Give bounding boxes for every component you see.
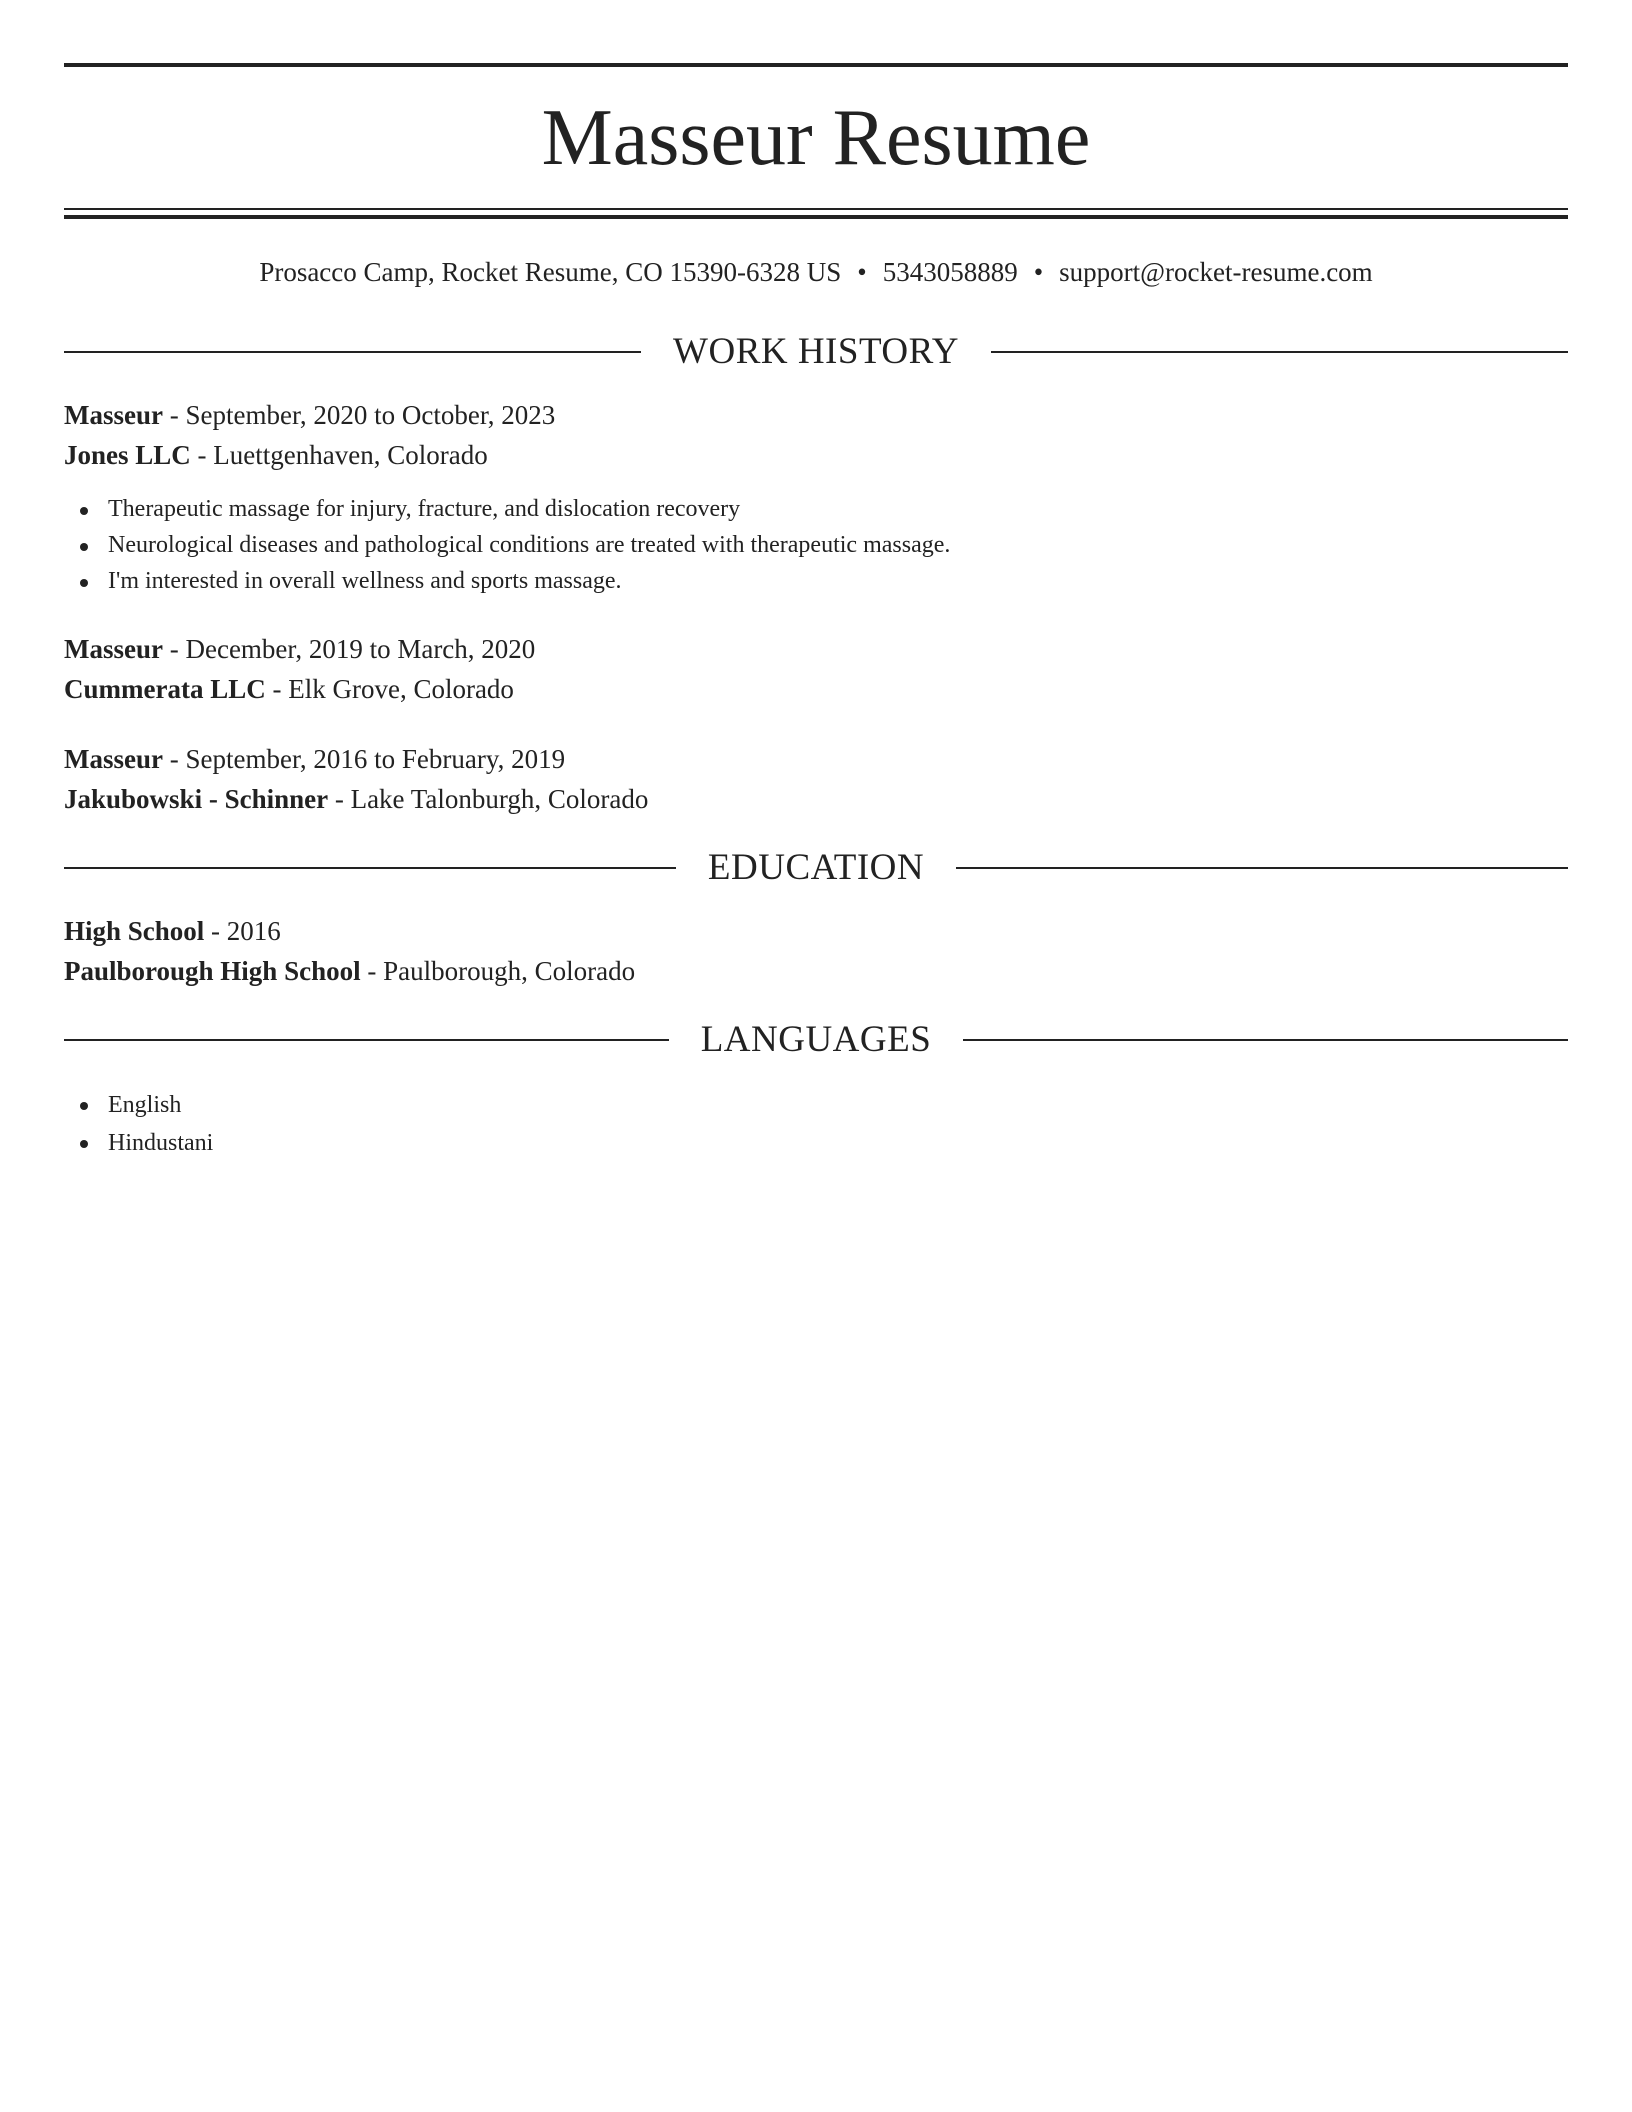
education-school: Paulborough High School xyxy=(64,956,361,986)
bullet-icon xyxy=(80,1102,88,1110)
section-title: LANGUAGES xyxy=(700,1019,932,1060)
section-title: WORK HISTORY xyxy=(673,331,959,372)
job-company: Cummerata LLC xyxy=(64,674,266,704)
job-dates: - September, 2016 to February, 2019 xyxy=(162,744,566,774)
list-item xyxy=(64,1086,1568,1124)
contact-address: Prosacco Camp, Rocket Resume, CO 15390-6328 US xyxy=(259,257,842,287)
heading-rule-left xyxy=(64,867,676,869)
contact-email: support@rocket-resume.com xyxy=(1059,257,1373,287)
job-role: Masseur xyxy=(64,400,163,430)
job-location: - Lake Talonburgh, Colorado xyxy=(328,784,649,814)
bullet-icon xyxy=(80,543,88,551)
job-company-line xyxy=(64,779,648,819)
heading-rule-left xyxy=(64,351,641,353)
language-name: English xyxy=(108,1092,182,1118)
heading-rule-right xyxy=(963,1039,1568,1041)
title-rule-thick xyxy=(64,215,1568,219)
job-company: Jakubowski - Schinner xyxy=(64,784,329,814)
bullet-text: Therapeutic massage for injury, fracture, and dislocation recovery xyxy=(108,496,741,522)
heading-rule-right xyxy=(956,867,1568,869)
bullet-text: I'm interested in overall wellness and sports massage. xyxy=(108,568,622,594)
job-company-line xyxy=(64,669,514,709)
education-year: - 2016 xyxy=(204,916,281,946)
contact-separator: • xyxy=(1033,257,1044,287)
contact-line xyxy=(64,252,1568,292)
bullet-icon xyxy=(80,1140,88,1148)
job-dates: - December, 2019 to March, 2020 xyxy=(162,634,536,664)
contact-separator: • xyxy=(857,257,867,287)
bullet-text: Neurological diseases and pathological conditions are treated with therapeutic massage. xyxy=(108,532,951,558)
education-location: - Paulborough, Colorado xyxy=(360,956,636,986)
job-title-line xyxy=(64,739,565,779)
job-location: - Elk Grove, Colorado xyxy=(265,674,514,704)
resume-title: Masseur Resume xyxy=(541,94,1091,182)
job-dates: - September, 2020 to October, 2023 xyxy=(162,400,556,430)
education-school-line xyxy=(64,951,635,991)
list-item xyxy=(64,491,1568,527)
bullet-icon xyxy=(80,579,88,587)
work-history-heading xyxy=(64,327,1568,377)
job-bullets xyxy=(64,491,1568,599)
job-title-line xyxy=(64,629,535,669)
contact-phone: 5343058889 xyxy=(882,257,1018,287)
languages-list xyxy=(64,1086,1568,1162)
education-degree: High School xyxy=(64,916,205,946)
job-company: Jones LLC xyxy=(64,440,191,470)
education-heading xyxy=(64,843,1568,893)
education-degree-line xyxy=(64,911,281,951)
job-company-line xyxy=(64,435,488,475)
heading-rule-left xyxy=(64,1039,669,1041)
languages-heading xyxy=(64,1015,1568,1065)
job-title-line xyxy=(64,395,555,435)
list-item xyxy=(64,1124,1568,1162)
heading-rule-right xyxy=(991,351,1568,353)
bullet-icon xyxy=(80,507,88,515)
list-item xyxy=(64,527,1568,563)
job-location: - Luettgenhaven, Colorado xyxy=(190,440,488,470)
top-rule xyxy=(64,63,1568,67)
list-item xyxy=(64,563,1568,599)
language-name: Hindustani xyxy=(108,1130,214,1156)
job-role: Masseur xyxy=(64,744,163,774)
title-rule-thin xyxy=(64,208,1568,210)
job-role: Masseur xyxy=(64,634,163,664)
section-title: EDUCATION xyxy=(707,847,925,888)
